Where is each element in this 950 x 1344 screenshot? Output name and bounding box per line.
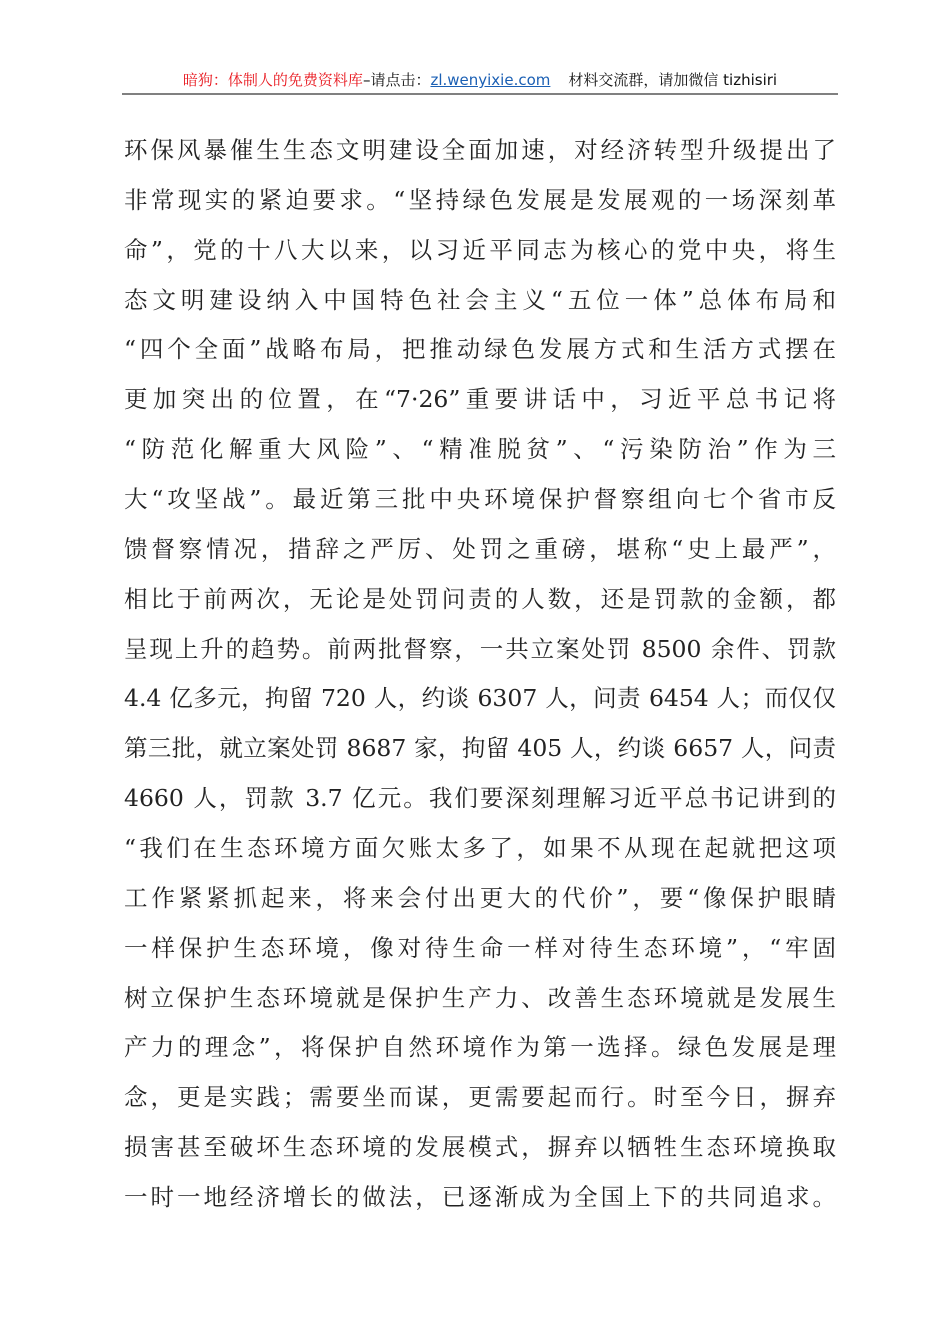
- text-line: 4.4 亿多元，拘留 720 人，约谈 6307 人，问责 6454 人；而仅仅: [124, 684, 836, 713]
- text-line: 损害甚至破坏生态环境的发展模式，摒弃以牺牲生态环境换取: [124, 1133, 836, 1162]
- text-line: 更加突出的位置，在“7·26”重要讲话中，习近平总书记将: [124, 385, 836, 414]
- text-line: 4660 人，罚款 3.7 亿元。我们要深刻理解习近平总书记讲到的: [124, 784, 836, 813]
- text-line: 一样保护生态环境，像对待生命一样对待生态环境”，“牢固: [124, 933, 836, 962]
- text-line: 一时一地经济增长的做法，已逐渐成为全国上下的共同追求。: [124, 1183, 836, 1212]
- text-line: 非常现实的紧迫要求。“坚持绿色发展是发展观的一场深刻革: [124, 185, 836, 214]
- text-line: 馈督察情况，措辞之严厉、处罚之重磅，堪称“史上最严”，: [124, 534, 836, 563]
- header-divider: [122, 93, 838, 95]
- text-line: 产力的理念”，将保护自然环境作为第一选择。绿色发展是理: [124, 1033, 836, 1062]
- text-line: “我们在生态环境方面欠账太多了，如果不从现在起就把这项: [124, 834, 836, 863]
- text-line: 第三批，就立案处罚 8687 家，拘留 405 人，约谈 6657 人，问责: [124, 734, 836, 763]
- header-brand: 暗狗：体制人的免费资料库: [182, 71, 363, 89]
- text-line: 呈现上升的趋势。前两批督察，一共立案处罚 8500 余件、罚款: [124, 634, 836, 663]
- text-line: 命”，党的十八大以来，以习近平同志为核心的党中央，将生: [124, 235, 836, 264]
- text-line: 树立保护生态环境就是保护生产力、改善生态环境就是发展生: [124, 983, 836, 1012]
- header-link[interactable]: zl.wenyixie.com: [430, 71, 551, 89]
- text-line: 相比于前两次，无论是处罚问责的人数，还是罚款的金额，都: [124, 584, 836, 613]
- text-line: “四个全面”战略布局，把推动绿色发展方式和生活方式摆在: [124, 335, 836, 364]
- text-line: 态文明建设纳入中国特色社会主义“五位一体”总体布局和: [124, 285, 836, 314]
- text-line: “防范化解重大风险”、“精准脱贫”、“污染防治”作为三: [124, 435, 836, 464]
- header-wechat-note: 材料交流群，请加微信 tizhisiri: [568, 71, 778, 89]
- text-line: 工作紧紧抓起来，将来会付出更大的代价”，要“像保护眼睛: [124, 883, 836, 912]
- page-header: [122, 68, 838, 92]
- text-line: 念，更是实践；需要坐而谋，更需要起而行。时至今日，摒弃: [124, 1083, 836, 1112]
- header-click-prompt: –请点击：: [362, 71, 431, 89]
- document-body: [124, 126, 836, 1223]
- text-line: 大“攻坚战”。最近第三批中央环境保护督察组向七个省市反: [124, 485, 836, 514]
- text-line: 环保风暴催生生态文明建设全面加速，对经济转型升级提出了: [124, 136, 836, 164]
